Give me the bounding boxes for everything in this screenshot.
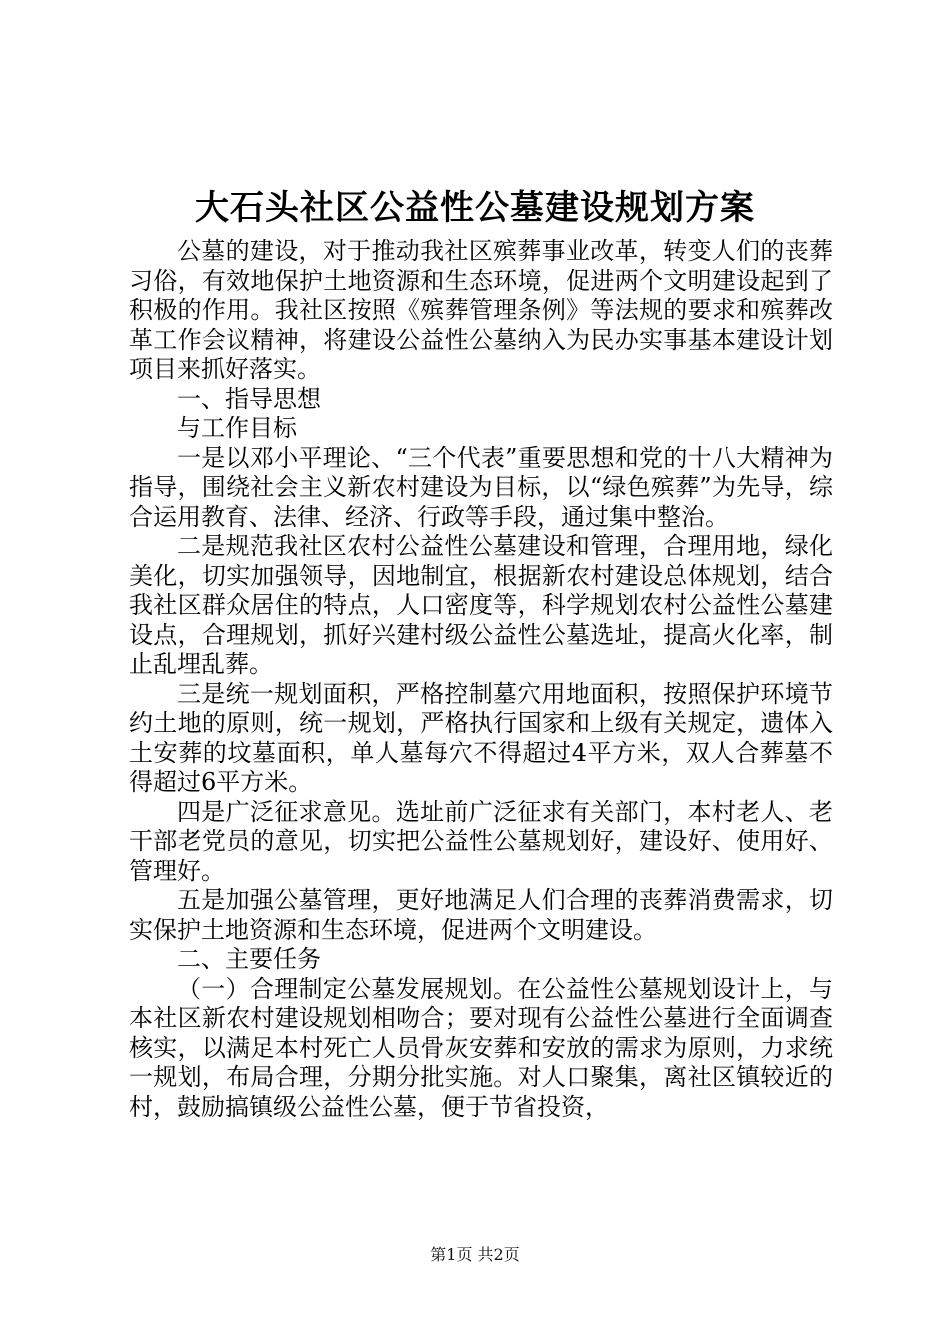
section-heading-1-cont: 与工作目标 [177,414,297,442]
paragraph-goal-5: 五是加强公墓管理，更好地满足人们合理的丧葬消费需求，切实保护土地资源和生态环境，促进两个文明建设。 [129,886,833,944]
paragraph-intro: 公墓的建设，对于推动我社区殡葬事业改革，转变人们的丧葬习俗，有效地保护土地资源和生态环境，促进两个文明建设起到了积极的作用。我社区按照《殡葬管理条例》等法规的要求和殡葬改革工作会议精神，将建设公益性公墓纳入为民办实事基本建设计划项目来抓好落实。 [129,237,833,383]
paragraph-goal-3: 三是统一规划面积，严格控制墓穴用地面积，按照保护环境节约土地的原则，统一规划，严格执行国家和上级有关规定，遗体入土安葬的坟墓面积，单人墓每穴不得超过4平方米，双人合葬墓不得超过6平方米。 [129,679,833,796]
paragraph-goal-2: 二是规范我社区农村公益性公墓建设和管理，合理用地，绿化美化，切实加强领导，因地制宜，根据新农村建设总体规划，结合我社区群众居住的特点，人口密度等，科学规划农村公益性公墓建设点，合理规划，抓好兴建村级公益性公墓选址，提高火化率，制止乱埋乱葬。 [129,532,833,678]
section-heading-1: 一、指导思想 [177,384,321,413]
page-number: 第1页 共2页 [430,1245,520,1264]
paragraph-goal-4: 四是广泛征求意见。选址前广泛征求有关部门，本村老人、老干部老党员的意见，切实把公益性公墓规划好，建设好、使用好、管理好。 [129,797,833,885]
paragraph-task-1: （一）合理制定公墓发展规划。在公益性公墓规划设计上，与本社区新农村建设规划相吻合；要对现有公益性公墓进行全面调查核实，以满足本村死亡人员骨灰安葬和安放的需求为原则，力求统一规划，布局合理，分期分批实施。对人口聚集，离社区镇较近的村，鼓励搞镇级公益性公墓，便于节省投资， [129,974,833,1121]
document-body [129,237,833,1122]
document-title: 大石头社区公益性公墓建设规划方案 [195,188,755,228]
paragraph-goal-1: 一是以邓小平理论、“三个代表”重要思想和党的十八大精神为指导，围绕社会主义新农村建设为目标，以“绿色殡葬”为先导，综合运用教育、法律、经济、行政等手段，通过集中整治。 [129,443,833,531]
section-heading-2: 二、主要任务 [177,945,321,973]
